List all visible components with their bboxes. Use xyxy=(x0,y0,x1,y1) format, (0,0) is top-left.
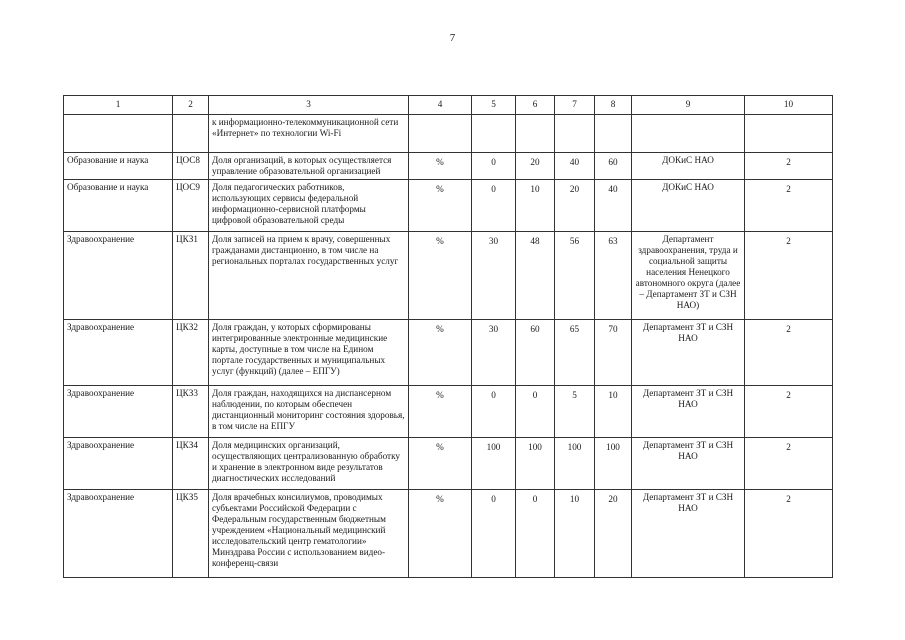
table-row xyxy=(64,153,833,180)
code-cell: ЦОС9 xyxy=(173,180,209,232)
code-cell: ЦОС8 xyxy=(173,153,209,180)
table-row xyxy=(64,490,833,578)
unit-cell: % xyxy=(409,153,472,180)
value-cell: 56 xyxy=(555,232,595,320)
header-row xyxy=(64,96,833,115)
value-cell: 20 xyxy=(595,490,632,578)
value-cell: 100 xyxy=(555,438,595,490)
column-header: 3 xyxy=(209,96,409,115)
responsible-cell: Департамент ЗТ и СЗН НАО xyxy=(632,438,745,490)
table-row xyxy=(64,232,833,320)
table-body xyxy=(64,115,833,578)
value-cell: 0 xyxy=(472,386,516,438)
column-header: 9 xyxy=(632,96,745,115)
indicator-cell: Доля записей на прием к врачу, совершенных гражданами дистанционно, в том числе на региональных порталах государственных услуг xyxy=(209,232,409,320)
value-cell: 65 xyxy=(555,320,595,386)
column-10-cell: 2 xyxy=(745,180,833,232)
sector-cell: Образование и наука xyxy=(64,153,173,180)
column-10-cell: 2 xyxy=(745,490,833,578)
sector-cell: Здравоохранение xyxy=(64,320,173,386)
value-cell: 20 xyxy=(555,180,595,232)
value-cell: 5 xyxy=(555,386,595,438)
sector-cell xyxy=(64,115,173,153)
column-10-cell: 2 xyxy=(745,153,833,180)
sector-cell: Образование и наука xyxy=(64,180,173,232)
value-cell: 10 xyxy=(555,490,595,578)
column-10-cell: 2 xyxy=(745,438,833,490)
column-header: 2 xyxy=(173,96,209,115)
value-cell: 100 xyxy=(516,438,555,490)
indicator-cell: Доля медицинских организаций, осуществляющих централизованную обработку и хранение в электронном виде результатов диагностических исследований xyxy=(209,438,409,490)
column-header: 8 xyxy=(595,96,632,115)
table-row xyxy=(64,115,833,153)
column-10-cell xyxy=(745,115,833,153)
column-10-cell: 2 xyxy=(745,232,833,320)
unit-cell: % xyxy=(409,490,472,578)
sector-cell: Здравоохранение xyxy=(64,438,173,490)
value-cell: 70 xyxy=(595,320,632,386)
unit-cell: % xyxy=(409,232,472,320)
column-header: 10 xyxy=(745,96,833,115)
indicator-cell: Доля педагогических работников, использующих сервисы федеральной информационно-сервисной платформы цифровой образовательной среды xyxy=(209,180,409,232)
indicator-cell: Доля врачебных консилиумов, проводимых субъектами Российской Федерации с Федеральным государственным бюджетным учреждением «Национальный медицинский исследовательский центр гематологии» Минздрава России с использованием видео-конференц-связи xyxy=(209,490,409,578)
value-cell: 0 xyxy=(472,153,516,180)
value-cell: 63 xyxy=(595,232,632,320)
value-cell: 100 xyxy=(472,438,516,490)
value-cell: 0 xyxy=(472,180,516,232)
responsible-cell: ДОКиС НАО xyxy=(632,180,745,232)
table-row xyxy=(64,180,833,232)
indicator-cell: к информационно-телекоммуникационной сети «Интернет» по технологии Wi-Fi xyxy=(209,115,409,153)
value-cell: 20 xyxy=(516,153,555,180)
table-row xyxy=(64,320,833,386)
unit-cell xyxy=(409,115,472,153)
responsible-cell: Департамент ЗТ и СЗН НАО xyxy=(632,490,745,578)
column-10-cell: 2 xyxy=(745,386,833,438)
table-header xyxy=(64,96,833,115)
sector-cell: Здравоохранение xyxy=(64,386,173,438)
unit-cell: % xyxy=(409,180,472,232)
column-header: 7 xyxy=(555,96,595,115)
column-header: 5 xyxy=(472,96,516,115)
value-cell: 0 xyxy=(516,386,555,438)
indicators-table xyxy=(63,95,833,578)
value-cell: 10 xyxy=(516,180,555,232)
value-cell: 40 xyxy=(595,180,632,232)
value-cell: 0 xyxy=(516,490,555,578)
value-cell: 30 xyxy=(472,232,516,320)
value-cell: 100 xyxy=(595,438,632,490)
value-cell xyxy=(595,115,632,153)
unit-cell: % xyxy=(409,438,472,490)
column-header: 6 xyxy=(516,96,555,115)
indicator-cell: Доля организаций, в которых осуществляется управление образовательной организацией xyxy=(209,153,409,180)
page-number: 7 xyxy=(449,32,456,44)
sector-cell: Здравоохранение xyxy=(64,490,173,578)
value-cell: 60 xyxy=(595,153,632,180)
value-cell: 60 xyxy=(516,320,555,386)
value-cell xyxy=(555,115,595,153)
sector-cell: Здравоохранение xyxy=(64,232,173,320)
responsible-cell: ДОКиС НАО xyxy=(632,153,745,180)
value-cell xyxy=(472,115,516,153)
column-header: 4 xyxy=(409,96,472,115)
responsible-cell: Департамент ЗТ и СЗН НАО xyxy=(632,320,745,386)
indicator-cell: Доля граждан, находящихся на диспансерном наблюдении, по которым обеспечен дистанционный мониторинг состояния здоровья, в том числе на ЕПГУ xyxy=(209,386,409,438)
unit-cell: % xyxy=(409,386,472,438)
code-cell: ЦКЗ5 xyxy=(173,490,209,578)
value-cell xyxy=(516,115,555,153)
code-cell: ЦКЗ2 xyxy=(173,320,209,386)
value-cell: 48 xyxy=(516,232,555,320)
value-cell: 40 xyxy=(555,153,595,180)
responsible-cell: Департамент здравоохранения, труда и социальной защиты населения Ненецкого автономного округа (далее – Департамент ЗТ и СЗН НАО) xyxy=(632,232,745,320)
table-row xyxy=(64,438,833,490)
code-cell: ЦКЗ4 xyxy=(173,438,209,490)
column-10-cell: 2 xyxy=(745,320,833,386)
indicator-cell: Доля граждан, у которых сформированы интегрированные электронные медицинские карты, доступные в том числе на Едином портале государственных и муниципальных услуг (функций) (далее – ЕПГУ) xyxy=(209,320,409,386)
table-row xyxy=(64,386,833,438)
code-cell xyxy=(173,115,209,153)
responsible-cell xyxy=(632,115,745,153)
code-cell: ЦКЗ3 xyxy=(173,386,209,438)
value-cell: 10 xyxy=(595,386,632,438)
value-cell: 0 xyxy=(472,490,516,578)
code-cell: ЦКЗ1 xyxy=(173,232,209,320)
responsible-cell: Департамент ЗТ и СЗН НАО xyxy=(632,386,745,438)
value-cell: 30 xyxy=(472,320,516,386)
unit-cell: % xyxy=(409,320,472,386)
column-header: 1 xyxy=(64,96,173,115)
